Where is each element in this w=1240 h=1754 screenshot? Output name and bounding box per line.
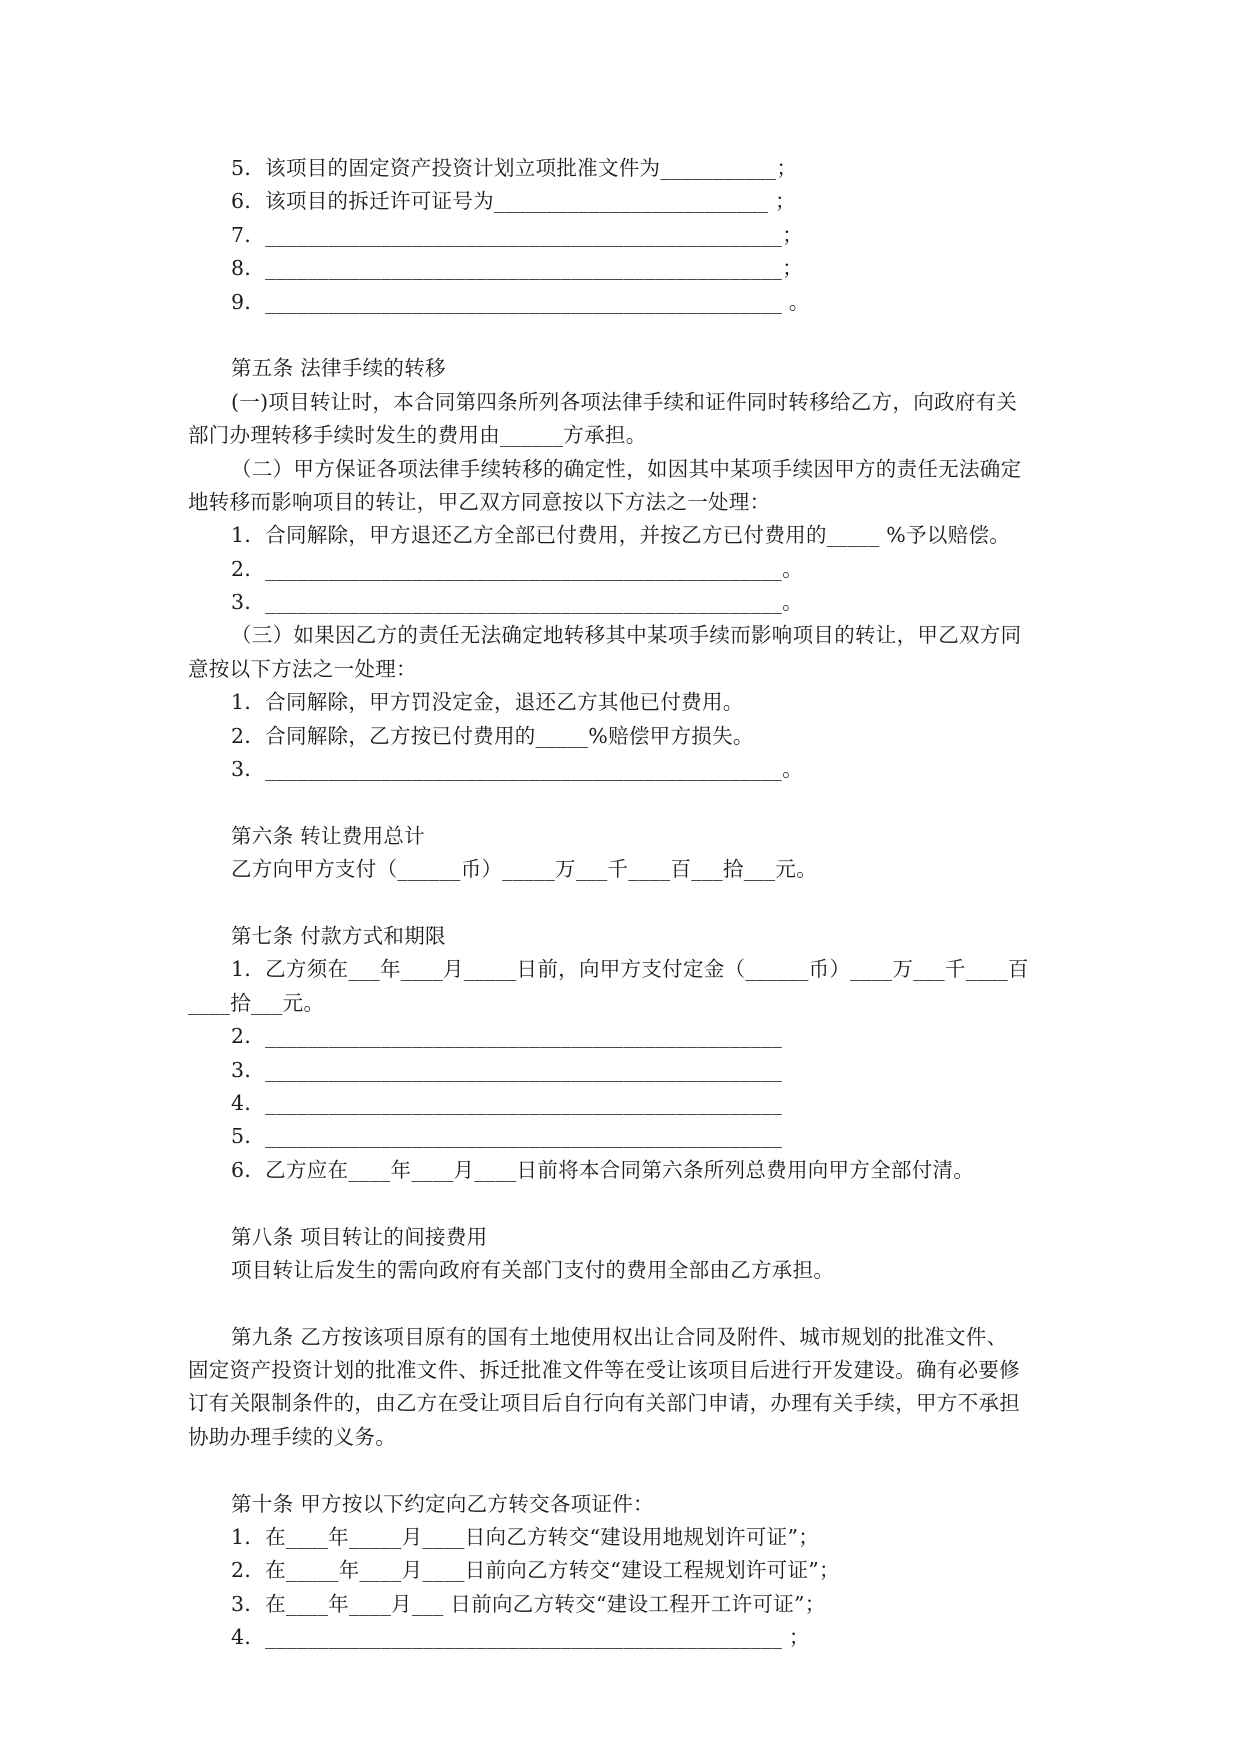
text-line: 5．该项目的固定资产投资计划立项批准文件为___________； [231,156,798,180]
text-line: 1．合同解除，甲方罚没定金，退还乙方其他已付费用。 [231,690,744,715]
text-line: 3．_________________________________________________ [231,1057,783,1082]
text-line: 7．_________________________________________________； [231,222,803,247]
text-line: 6．乙方应在____年____月____日前将本合同第六条所列总费用向甲方全部付清。 [231,1157,975,1182]
text-line: （二）甲方保证各项法律手续转移的确定性，如因其中某项手续因甲方的责任无法确定 [231,456,1022,481]
text-line: 第九条 乙方按该项目原有的国有土地使用权出让合同及附件、城市规划的批准文件、 [231,1324,1008,1349]
text-line: 9．_________________________________________________ 。 [231,289,810,314]
text-line: 2．合同解除，乙方按已付费用的_____%赔偿甲方损失。 [231,723,754,748]
blank-line [188,887,1068,920]
text-line: 地转移而影响项目的转让，甲乙双方同意按以下方法之一处理： [188,489,771,514]
text-line: 订有关限制条件的，由乙方在受让项目后自行向有关部门申请，办理有关手续，甲方不承担 [188,1391,1020,1416]
text-line: 1．乙方须在___年____月_____日前，向甲方支付定金（______币）____万___千____百 [231,957,1029,982]
text-line: 4．_________________________________________________ [231,1090,783,1115]
text-line: 4．_________________________________________________ ； [231,1625,810,1650]
text-line: 1．在____年_____月____日向乙方转交“建设用地规划许可证”； [231,1525,820,1550]
text-line: 第十条 甲方按以下约定向乙方转交各项证件： [231,1491,654,1516]
text-line: 3．_________________________________________________。 [231,590,803,615]
text-line: 1．合同解除，甲方退还乙方全部已付费用，并按乙方已付费用的_____ %予以赔偿。 [231,523,1011,548]
text-line: 8．_________________________________________________； [231,256,803,281]
text-line: 第六条 转让费用总计 [231,823,426,848]
text-line: 协助办理手续的义务。 [188,1424,396,1449]
text-line: 部门办理转移手续时发生的费用由______方承担。 [188,423,647,448]
text-line: 意按以下方法之一处理： [188,656,417,681]
blank-line [188,1187,1068,1220]
text-line: 第八条 项目转让的间接费用 [231,1224,488,1249]
text-line: 5．_________________________________________________ [231,1124,783,1149]
text-line: ____拾___元。 [188,990,325,1015]
blank-line [188,319,1068,352]
document-page [188,152,1068,1655]
text-line: 乙方向甲方支付（______币）_____万___千____百___拾___元。 [231,857,817,882]
text-line: 固定资产投资计划的批准文件、拆迁批准文件等在受让该项目后进行开发建设。确有必要修 [188,1358,1020,1383]
blank-line [188,1287,1068,1320]
text-line: (一)项目转让时，本合同第四条所列各项法律手续和证件同时转移给乙方，向政府有关 [231,389,1018,414]
text-line: 2．在_____年____月____日前向乙方转交“建设工程规划许可证”； [231,1558,840,1583]
text-line: 第五条 法律手续的转移 [231,356,446,381]
text-line: 第七条 付款方式和期限 [231,923,446,948]
text-line: 2．_________________________________________________。 [231,556,803,581]
blank-line [188,1454,1068,1487]
text-line: （三）如果因乙方的责任无法确定地转移其中某项手续而影响项目的转让，甲乙双方同 [231,623,1022,648]
text-line: 3．在____年____月___ 日前向乙方转交“建设工程开工许可证”； [231,1591,826,1616]
text-line: 6．该项目的拆迁许可证号为__________________________ ； [231,189,796,214]
blank-line [188,786,1068,819]
text-line: 3．_________________________________________________。 [231,757,803,782]
text-line: 2．_________________________________________________ [231,1024,783,1049]
text-line: 项目转让后发生的需向政府有关部门支付的费用全部由乙方承担。 [231,1257,835,1282]
